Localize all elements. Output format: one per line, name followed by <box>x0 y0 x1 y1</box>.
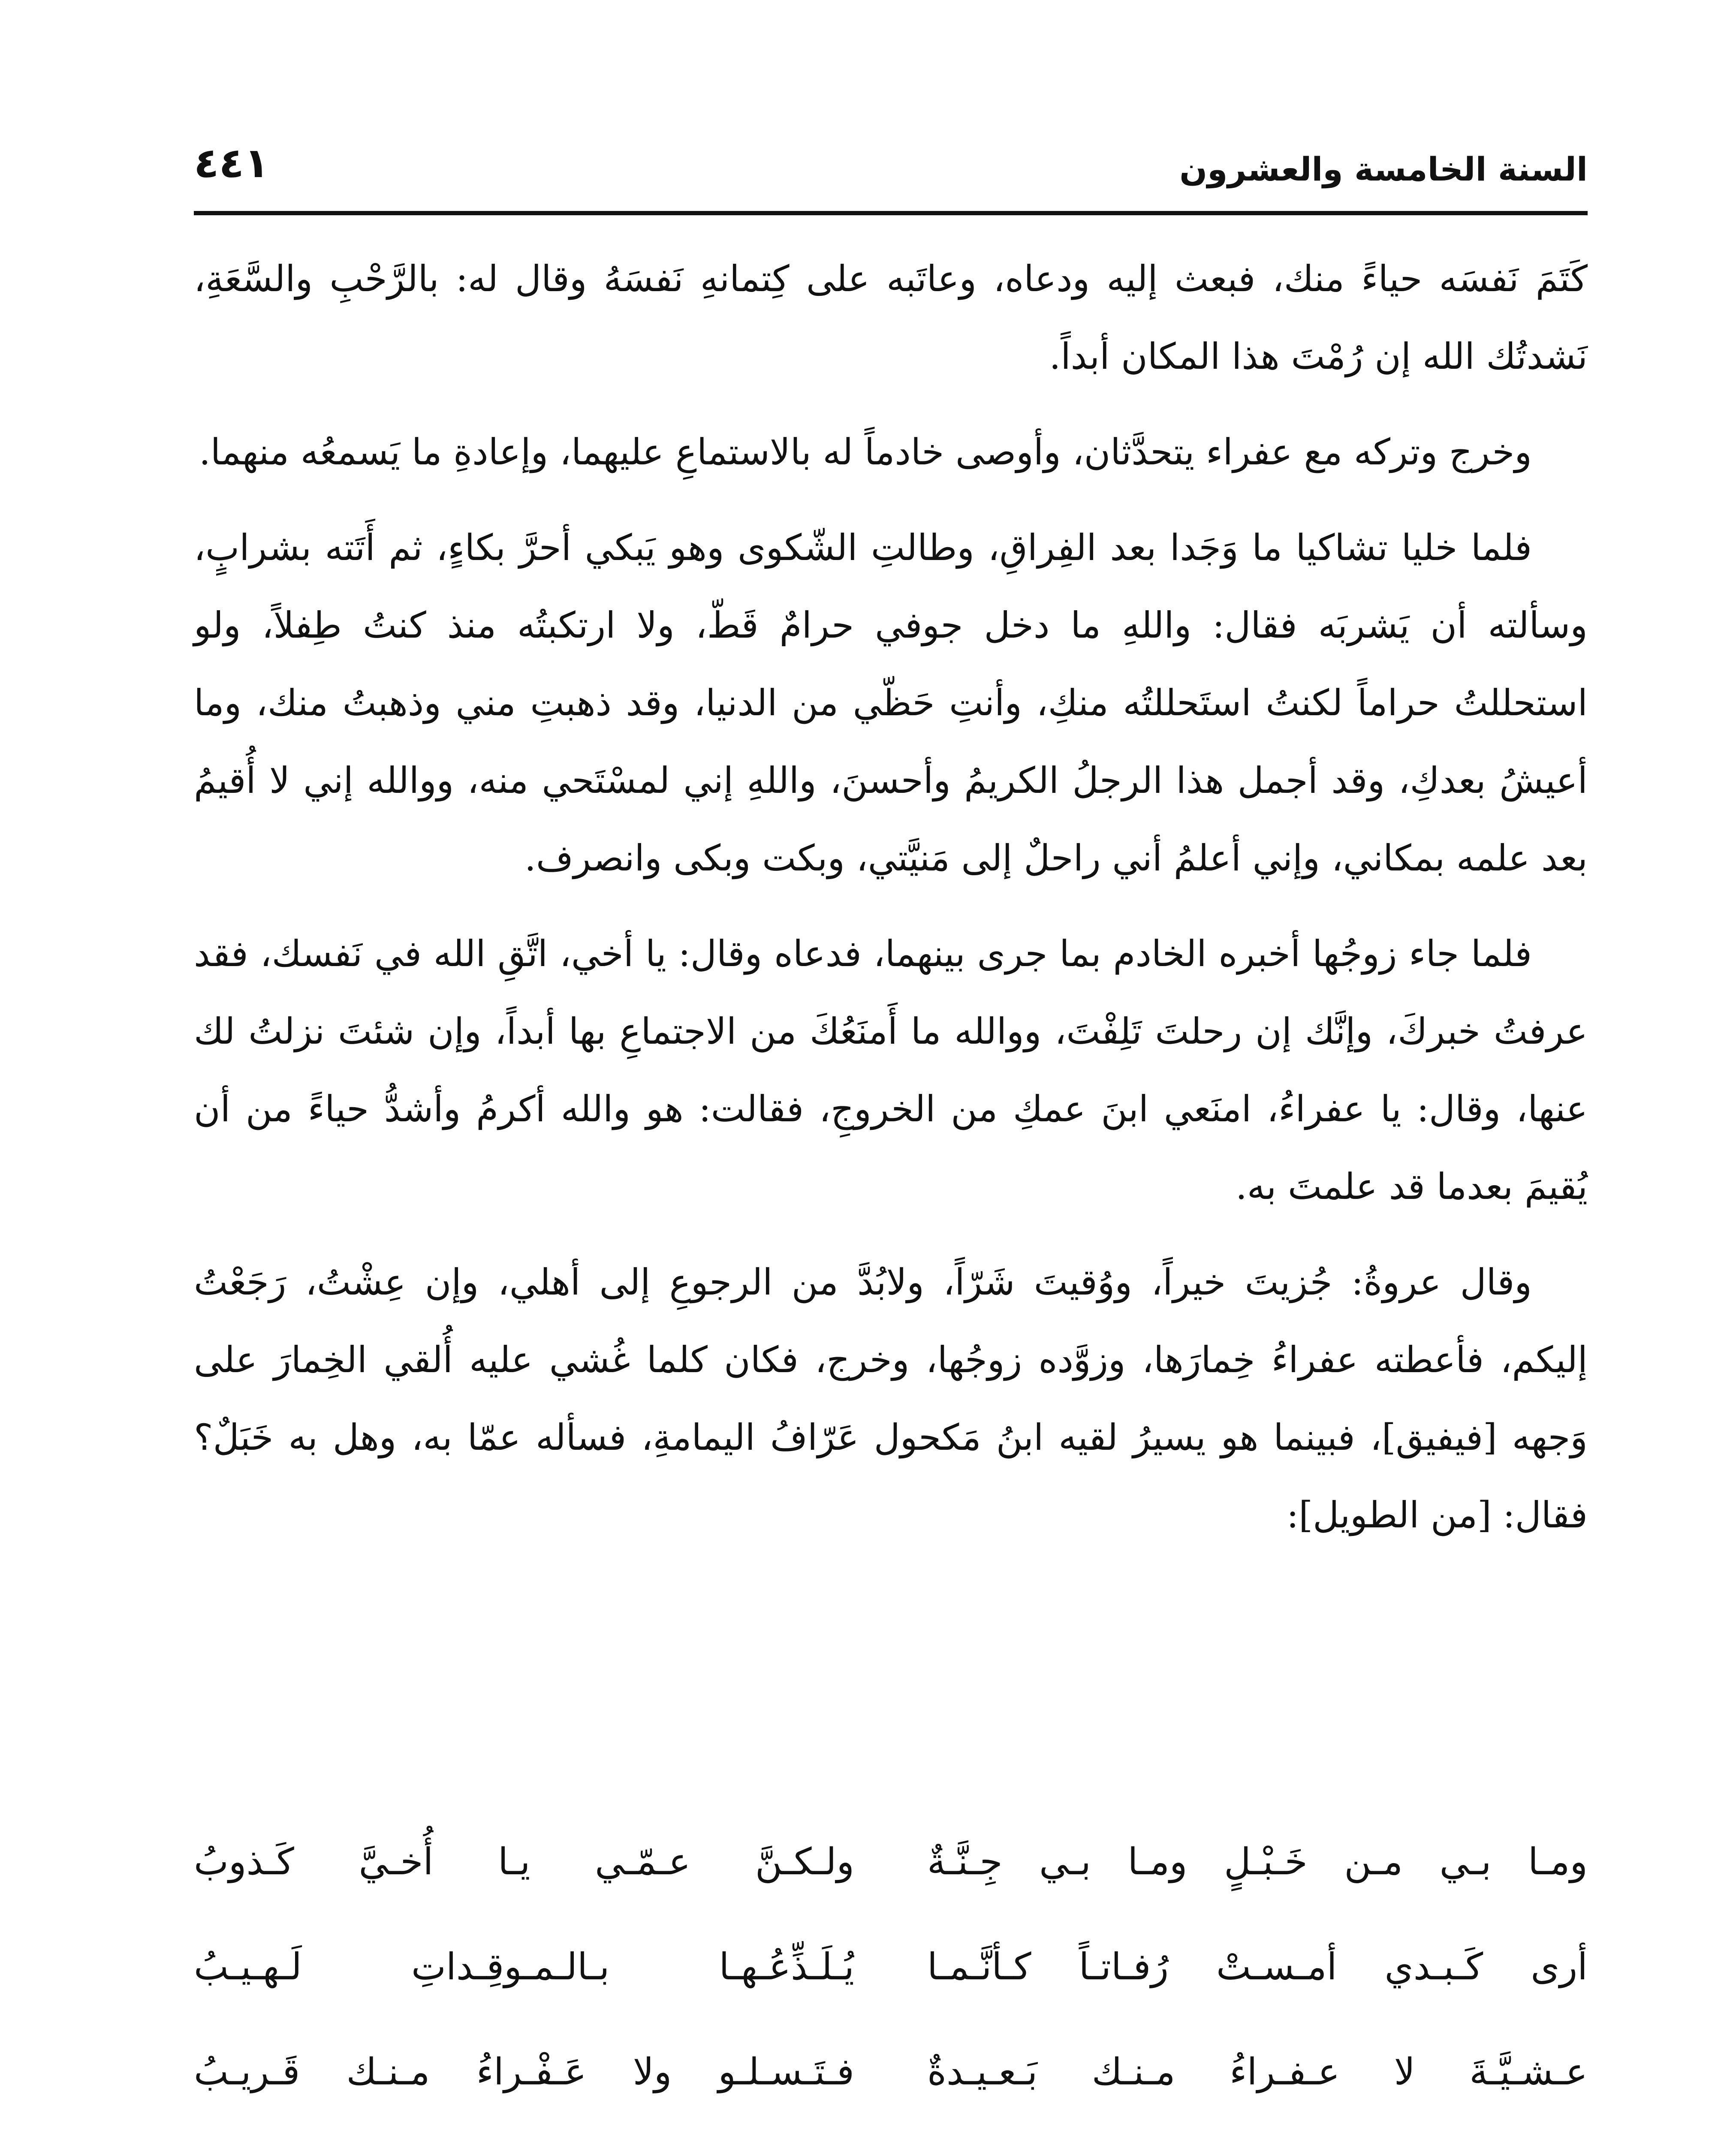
verse-first-hemistich: أرى كَـبـدي أمـسـتْ رُفـاتـاً كـأنَّـمـا <box>927 1945 1588 1988</box>
verse-second-hemistich: فـتَـسـلـو ولا عَـفْـراءُ مـنـك قَـريـبُ <box>194 2051 854 2093</box>
verse-second-hemistich: يُـلَـذِّعُـهـا بـالـمـوقِـداتِ لَـهـيـبُ <box>194 1945 854 1988</box>
paragraph: وقال عروةُ: جُزيتَ خيراً، ووُقيتَ شَرّاً، ولابُدَّ من الرجوعِ إلى أهلي، وإن عِشْتُ، رَجَعْتُ إليكم، فأعطته عفراءُ خِمارَها، وزوَّده زوجُها، وخرج، فكان كلما غُشي عليه أُلقي الخِمارَ على وَجهه [فيفيق]، فبينما هو يسيرُ لقيه ابنُ مَكحول عَرّافُ اليمامةِ، فسأله عمّا به، وهل به خَبَلٌ؟ فقال: [من الطويل]: <box>194 1261 1588 1536</box>
verse-first-hemistich <box>927 2125 1588 2144</box>
poem-verse <box>194 1915 1588 2020</box>
page-header <box>194 137 1588 202</box>
poem-verse <box>194 2020 1588 2125</box>
verse-first-hemistich: عـشـيَّـةَ لا عـفـراءُ مـنـك بَـعـيـدةٌ <box>927 2051 1588 2093</box>
body-text <box>194 240 1588 1572</box>
verse-first-hemistich: ومـا بـي مـن خَـبْـلٍ ومـا بـي جِـنَّـةٌ <box>927 1840 1588 1883</box>
poem <box>194 1810 1588 2144</box>
poem-verse <box>194 1810 1588 1915</box>
paragraph: فلما جاء زوجُها أخبره الخادم بما جرى بينهما، فدعاه وقال: يا أخي، اتَّقِ الله في نَفسك، فقد عرفتُ خبركَ، وإنَّك إن رحلتَ تَلِفْتَ، ووالله ما أَمنَعُكَ من الاجتماعِ بها أبداً، وإن شئتَ نزلتُ لك عنها، وقال: يا عفراءُ، امنَعي ابنَ عمكِ من الخروجِ، فقالت: هو والله أكرمُ وأشدُّ حياءً من أن يُقيمَ بعدما قد علمتَ به. <box>194 933 1588 1208</box>
paragraph: فلما خليا تشاكيا ما وَجَدا بعد الفِراقِ، وطالتِ الشّكوى وهو يَبكي أحرَّ بكاءٍ، ثم أَتَته بشرابٍ، وسألته أن يَشربَه فقال: واللهِ ما دخل جوفي حرامٌ قَطّ، ولا ارتكبتُه منذ كنتُ طِفلاً، ولو استحللتُ حراماً لكنتُ استَحللتُه منكِ، وأنتِ حَظّي من الدنيا، وقد ذهبتِ مني وذهبتُ منك، وما أعيشُ بعدكِ، وقد أجمل هذا الرجلُ الكريمُ وأحسنَ، واللهِ إني لمسْتَحي منه، ووالله إني لا أُقيمُ بعد علمه بمكاني، وإني أعلمُ أني راحلٌ إلى مَنيَّتي، وبكت وبكى وانصرف. <box>194 527 1588 879</box>
paragraph: وخرج وتركه مع عفراء يتحدَّثان، وأوصى خادماً له بالاستماعِ عليهما، وإعادةِ ما يَسمعُه منهما. <box>199 431 1532 473</box>
running-title: السنة الخامسة والعشرون <box>1179 150 1588 188</box>
verse-second-hemistich <box>194 2125 854 2144</box>
poem-verse <box>194 2125 1588 2144</box>
paragraph: كَتَمَ نَفسَه حياءً منك، فبعث إليه ودعاه، وعاتَبه على كِتمانهِ نَفسَهُ وقال له: بالرَّحْبِ والسَّعَةِ، نَشدتُك الله إن رُمْتَ هذا المكان أبداً. <box>194 258 1588 377</box>
verse-second-hemistich: ولـكـنَّ عـمّـي يـا أُخـيَّ كَـذوبُ <box>194 1840 854 1883</box>
page-number: ٤٤١ <box>194 139 269 187</box>
header-rule <box>194 211 1588 215</box>
